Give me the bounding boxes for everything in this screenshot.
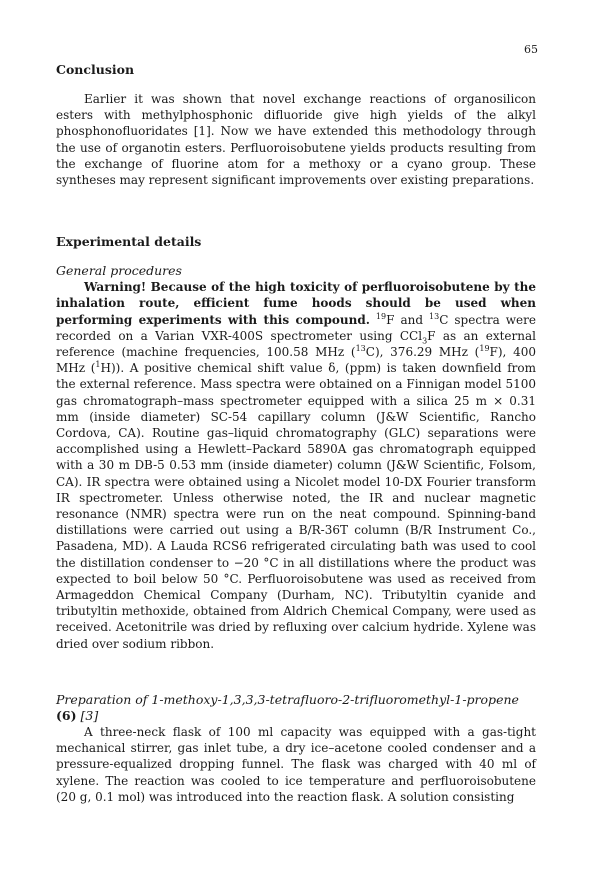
page-number: 65 [524,43,538,56]
nmr-text: F), 400 MHz ( [56,345,536,376]
nmr-text: C spectra were recorded on a Varian VXR-400S spectrometer using CCl [56,312,536,343]
superscript: 13 [429,311,440,321]
experimental-heading: Experimental details [56,234,202,250]
preparation-heading [56,692,536,724]
superscript: 13 [355,344,366,354]
nmr-text: C), 376.29 MHz ( [365,345,480,360]
compound-number: (6) [56,707,77,723]
conclusion-heading: Conclusion [56,62,135,77]
subscript: 3 [422,336,428,346]
preparation-paragraph: A three-neck flask of 100 ml capacity was equipped with a gas-tight mechanical stirrer, gas inlet tube, a dry ice–acetone cooled condenser and a pressure-equalized dropping funnel. The flask was charged with 40 ml of xylene. The reaction was cooled to ice temperature and perfluoroisobutene (20 g, 0.1 mol) was introduced into the reaction flask. A solution consisting [56,724,536,804]
superscript: 19 [479,344,490,354]
superscript: 19 [375,311,387,321]
nmr-text: H)). A positive chemical shift value δ, (ppm) is taken downfield from the external reference. Mass spectra were obtained on a Finnigan model 5100 gas chromatograph–mass spectrometer equipped with a silica 25 m × 0.31 mm (inside diameter) SC-54 capillary column (J&W Scientific, Rancho Cordova, CA). Routine gas–liquid chromatography (GLC) separations were accomplished using a Hewlett–Packard 5890A gas chromatograph equipped with a 30 m DB-5 0.53 mm (inside diameter) column (J&W Scientific, Folsom, CA). IR spectra were obtained using a Nicolet model 10-DX Fourier transform IR spectrometer. Unless otherwise noted, the IR and nuclear magnetic resonance (NMR) spectra were run on the neat compound. Spinning-band distillations were carried out using a B/R-36T column (B/R Instrument Co., Pasadena, MD). A Lauda RCS6 refrigerated circulating bath was used to cool the distillation condenser to −20 °C in all distillations where the product was expected to boil below 50 °C. Perfluoroisobutene was used as received from Armageddon Chemical Company (Durham, NC). Tributyltin cyanide and tributyltin methoxide, obtained from Aldrich Chemical Company, were used as received. Acetonitrile was dried by refluxing over calcium hydride. Xylene was dried over sodium ribbon. [56,361,536,651]
page-content [56,62,536,805]
preparation-reference: [3] [80,707,99,723]
nmr-text: F and [386,312,430,327]
general-procedures-paragraph [56,279,536,652]
nmr-text: F as an external reference (machine frequencies, 100.58 MHz ( [56,328,536,360]
warning-text: Warning! Because of the high toxicity of perfluoroisobutene by the inhalation route, efficient fume hoods should be used when performing experiments with this compound. [56,280,536,327]
general-procedures-heading: General procedures [56,263,182,279]
conclusion-paragraph: Earlier it was shown that novel exchange reactions of organosilicon esters with methylphosphonic difluoride give high yields of the alkyl phosphonofluoridates [1]. Now we have extended this methodology through the use of organotin esters. Perfluoroisobutene yields products resulting from the exchange of fluorine atom for a methoxy or a cyano group. These syntheses may represent significant improvements over existing preparations. [56,92,536,188]
superscript: 1 [95,360,101,370]
preparation-title: Preparation of 1-methoxy-1,3,3,3-tetrafluoro-2-trifluoromethyl-1-propene [56,691,519,707]
